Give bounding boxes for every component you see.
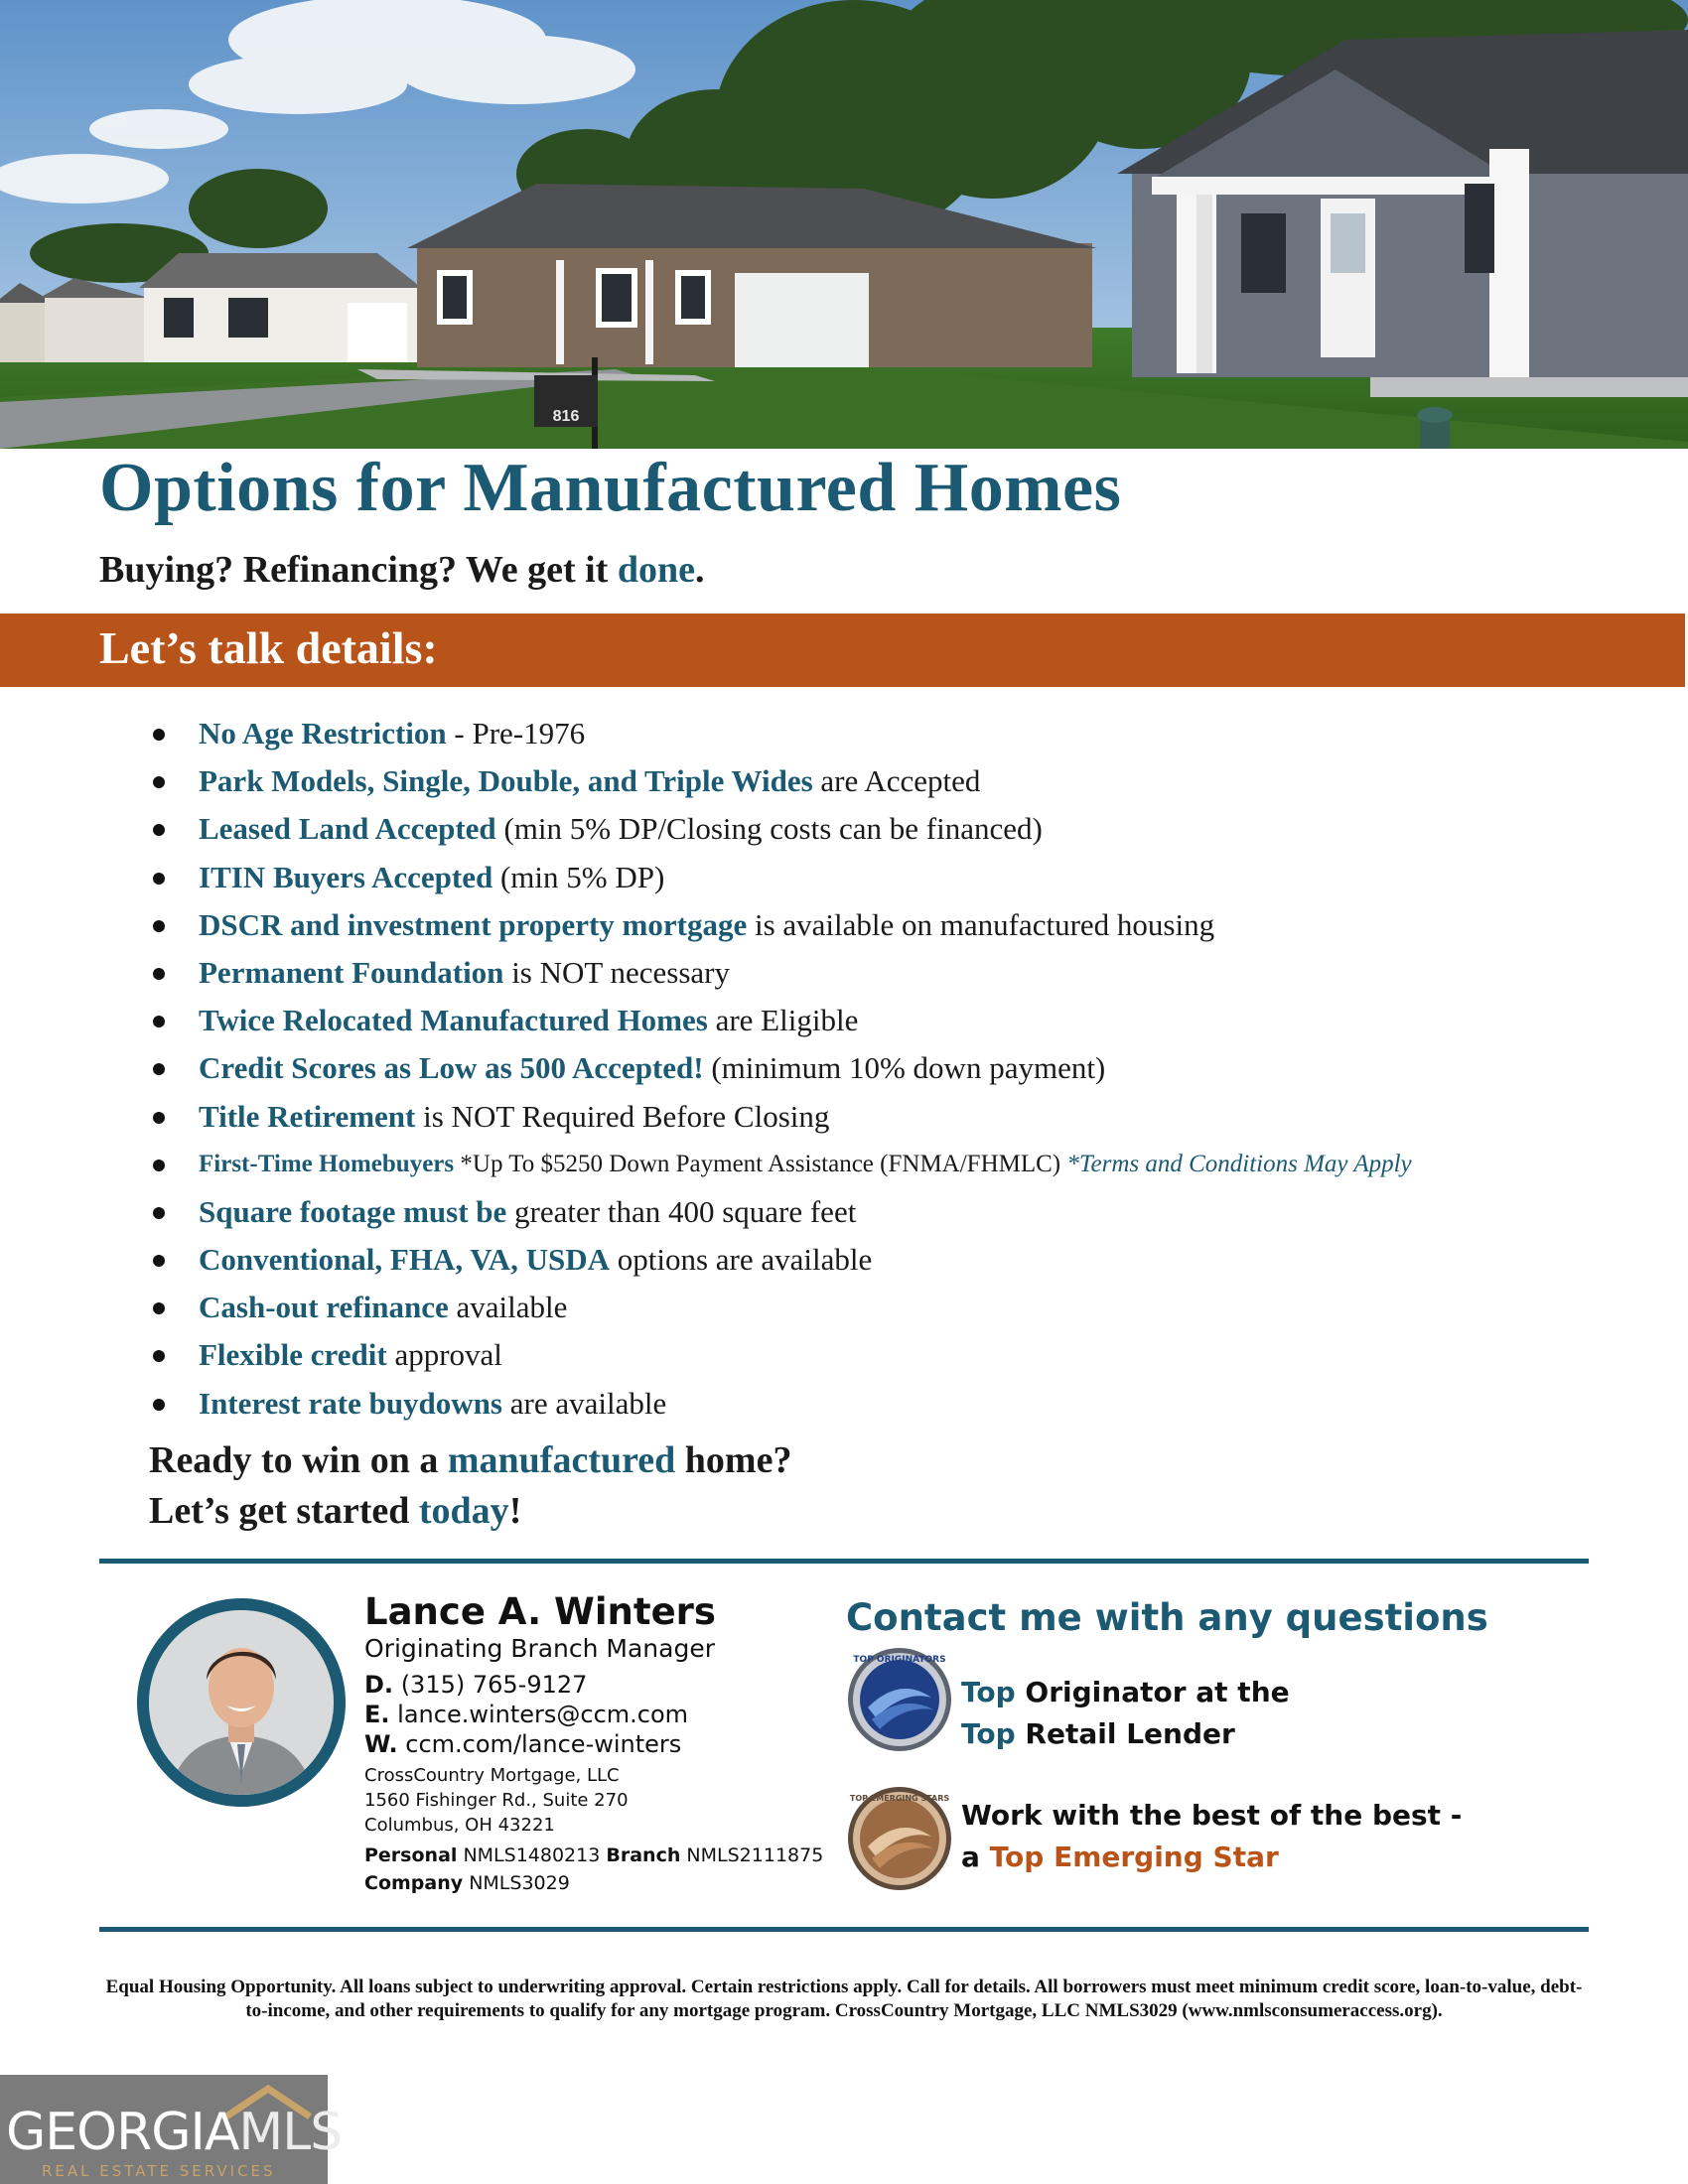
tagline-accent: done	[617, 549, 695, 591]
avatar	[137, 1598, 346, 1807]
feature-highlight: Cash-out refinance	[199, 1290, 449, 1325]
call-to-action	[149, 1435, 791, 1537]
company-license-line	[364, 1869, 823, 1897]
award-accent: Top	[961, 1676, 1016, 1708]
feature-highlight: First-Time Homebuyers	[199, 1150, 455, 1177]
contact-details	[364, 1590, 823, 1897]
feature-text: approval	[386, 1337, 502, 1373]
badge-text: TOP ORIGINATORS	[853, 1655, 946, 1665]
feature-highlight: Credit Scores as Low as 500 Accepted!	[199, 1050, 704, 1086]
feature-highlight: Conventional, FHA, VA, USDA	[199, 1242, 610, 1278]
feature-text: are Eligible	[707, 1003, 859, 1038]
personal-label: Personal	[364, 1844, 458, 1866]
feature-text: (min 5% DP/Closing costs can be financed)	[495, 811, 1043, 847]
logo-subtitle: REAL ESTATE SERVICES	[42, 2162, 276, 2180]
divider-bottom	[99, 1927, 1589, 1932]
house-number: 816	[552, 408, 580, 425]
award-text: Originator at the	[1015, 1676, 1290, 1708]
award-2-line-2	[961, 1837, 1462, 1878]
award-accent: Top Emerging Star	[989, 1841, 1279, 1873]
legal-disclaimer: Equal Housing Opportunity. All loans subject to underwriting approval. Certain restrictions apply. Call for details. All borrowers must meet minimum credit score, loan-to-value, debt-to-income, and other requirements to qualify for any mortgage program. CrossCountry Mortgage, LLC NMLS3029 (www.nmlsconsumeraccess.org).	[105, 1977, 1583, 2021]
feature-highlight: Square footage must be	[199, 1193, 507, 1229]
feature-note: *Terms and Conditions May Apply	[1066, 1150, 1412, 1177]
award-text: a	[961, 1841, 990, 1873]
website-link[interactable]: ccm.com/lance-winters	[405, 1730, 682, 1758]
feature-text: are Accepted	[812, 763, 981, 799]
list-item	[149, 1284, 1638, 1331]
badge-text: TOP EMERGING STARS	[849, 1794, 950, 1803]
address-line-2: Columbus, OH 43221	[364, 1815, 555, 1836]
feature-highlight: Park Models, Single, Double, and Triple Wides	[199, 763, 813, 799]
feature-text: options are available	[609, 1242, 873, 1278]
tagline-end: .	[694, 549, 705, 591]
list-item	[149, 901, 1638, 949]
feature-highlight: Flexible credit	[199, 1337, 387, 1373]
cta-text: Ready to win on a	[149, 1439, 448, 1481]
feature-text: (minimum 10% down payment)	[703, 1050, 1106, 1086]
divider-top	[99, 1559, 1589, 1564]
cta-line-1	[149, 1435, 791, 1486]
award-accent: Top	[961, 1717, 1016, 1750]
feature-text: *Up To $5250 Down Payment Assistance (FNMA/FHMLC)	[454, 1150, 1067, 1177]
list-item	[149, 1188, 1638, 1236]
personal-nmls: NMLS1480213	[463, 1844, 601, 1866]
feature-highlight: Interest rate buydowns	[199, 1385, 502, 1421]
website-line	[364, 1729, 823, 1759]
list-item	[149, 710, 1638, 757]
list-item	[149, 1093, 1638, 1141]
award-1-line-2	[961, 1713, 1290, 1755]
cta-text: Let’s get started	[149, 1490, 419, 1532]
company-label: Company	[364, 1872, 464, 1894]
feature-text: - Pre-1976	[446, 716, 586, 751]
cta-accent: manufactured	[447, 1439, 676, 1481]
email-label: E.	[364, 1701, 390, 1728]
award-2-text	[961, 1795, 1462, 1878]
list-item	[149, 997, 1638, 1044]
details-banner	[0, 614, 1685, 687]
phone-line	[364, 1670, 823, 1700]
feature-highlight: DSCR and investment property mortgage	[199, 906, 748, 942]
feature-text: is available on manufactured housing	[747, 906, 1215, 942]
georgia-mls-logo	[0, 2075, 343, 2184]
feature-list	[149, 710, 1638, 1428]
list-item	[149, 1141, 1638, 1188]
logo-word-b: MLS	[238, 2103, 343, 2162]
award-2-line-1: Work with the best of the best -	[961, 1799, 1463, 1832]
company-nmls: NMLS3029	[469, 1872, 570, 1894]
feature-text: available	[448, 1290, 568, 1325]
cta-accent: today	[418, 1490, 509, 1532]
address-line-1: 1560 Fishinger Rd., Suite 270	[364, 1790, 629, 1811]
feature-highlight: Permanent Foundation	[199, 954, 504, 990]
top-emerging-star-badge-icon	[846, 1785, 953, 1892]
logo-word-a: GEORGIA	[6, 2103, 239, 2162]
email-line	[364, 1700, 823, 1729]
logo-wordmark	[6, 2103, 342, 2162]
feature-text: are available	[502, 1385, 667, 1421]
feature-highlight: Title Retirement	[199, 1098, 416, 1134]
feature-highlight: Leased Land Accepted	[199, 811, 496, 847]
loan-officer-title: Originating Branch Manager	[364, 1634, 716, 1663]
questions-heading: Contact me with any questions	[846, 1596, 1488, 1639]
website-label: W.	[364, 1730, 398, 1758]
list-item	[149, 1236, 1638, 1284]
feature-highlight: No Age Restriction	[199, 716, 447, 751]
list-item	[149, 1331, 1638, 1379]
phone-label: D.	[364, 1671, 394, 1699]
feature-text: greater than 400 square feet	[506, 1193, 857, 1229]
feature-highlight: ITIN Buyers Accepted	[199, 859, 493, 894]
email-link[interactable]: lance.winters@ccm.com	[397, 1701, 689, 1728]
phone-number[interactable]: (315) 765-9127	[400, 1671, 588, 1699]
details-heading: Let’s talk details:	[99, 622, 438, 673]
license-line	[364, 1842, 823, 1869]
feature-highlight: Twice Relocated Manufactured Homes	[199, 1003, 708, 1038]
branch-label: Branch	[606, 1844, 681, 1866]
branch-nmls: NMLS2111875	[686, 1844, 824, 1866]
list-item	[149, 757, 1638, 805]
tagline-text: Buying? Refinancing? We get it	[99, 549, 618, 591]
feature-text: is NOT Required Before Closing	[415, 1098, 830, 1134]
cta-text: home?	[675, 1439, 792, 1481]
tagline	[99, 548, 704, 592]
page-title: Options for Manufactured Homes	[99, 450, 1122, 526]
award-1-text	[961, 1672, 1290, 1755]
award-1-line-1	[961, 1672, 1290, 1713]
feature-text: (min 5% DP)	[492, 859, 665, 894]
list-item	[149, 1380, 1638, 1428]
company-name: CrossCountry Mortgage, LLC	[364, 1765, 620, 1786]
list-item	[149, 854, 1638, 901]
list-item	[149, 805, 1638, 853]
cta-line-2	[149, 1486, 791, 1537]
top-originator-badge-icon	[846, 1646, 953, 1753]
hero-photo	[0, 0, 1688, 449]
list-item	[149, 949, 1638, 997]
loan-officer-name: Lance A. Winters	[364, 1590, 716, 1633]
list-item	[149, 1044, 1638, 1092]
award-text: Retail Lender	[1015, 1717, 1235, 1750]
feature-text: is NOT necessary	[503, 954, 731, 990]
cta-text: !	[508, 1490, 522, 1532]
